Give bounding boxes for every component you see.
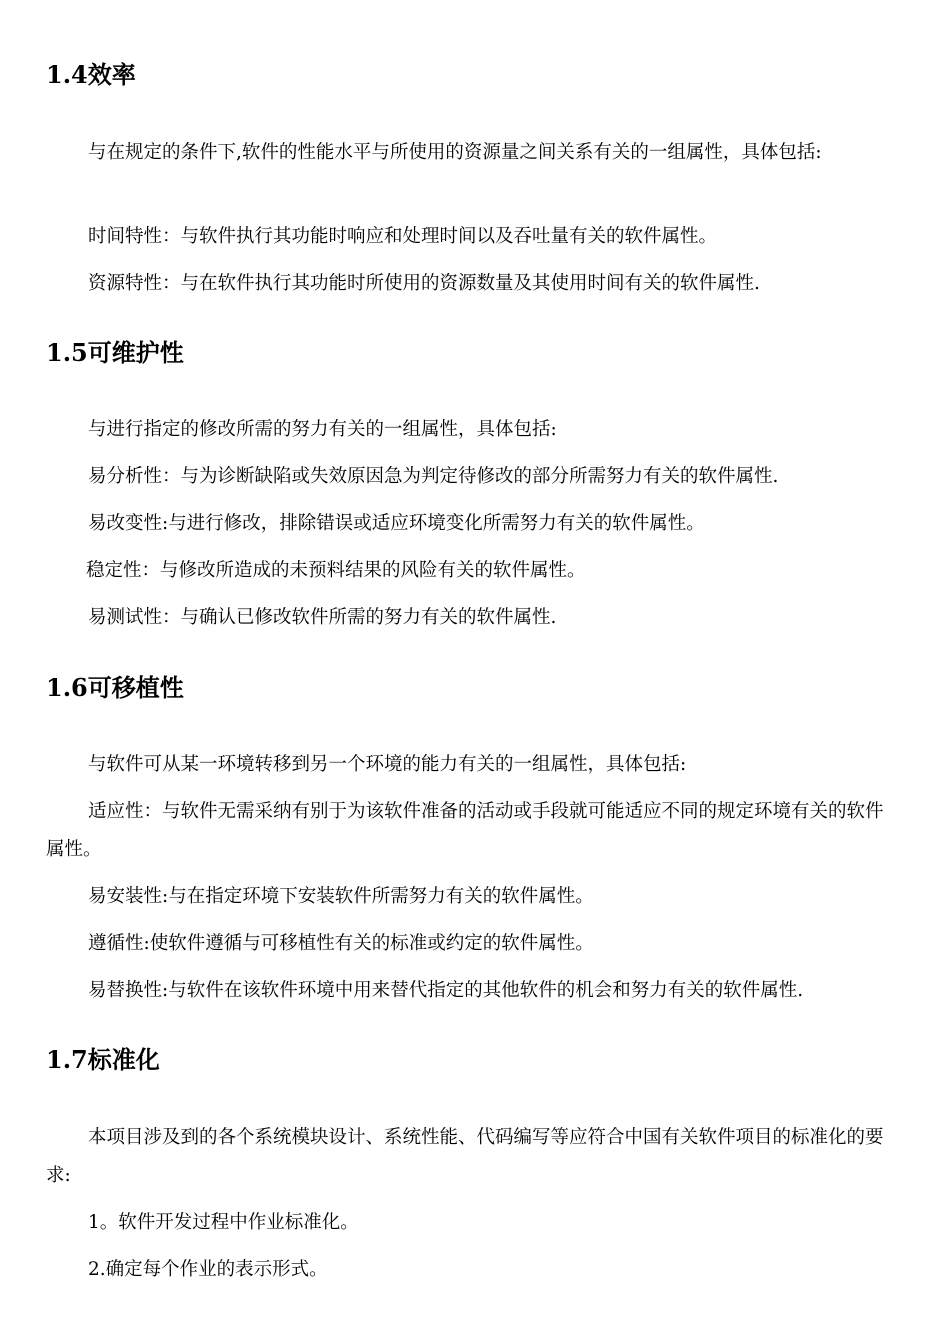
section-intro-standardization: 本项目涉及到的各个系统模块设计、系统性能、代码编写等应符合中国有关软件项目的标准化的要求: (46, 1127, 884, 1186)
section-intro-maintainability: 与进行指定的修改所需的努力有关的一组属性，具体包括: (88, 419, 557, 440)
item-changeability: 易改变性:与进行修改，排除错误或适应环境变化所需努力有关的软件属性。 (88, 513, 705, 534)
section-intro-portability: 与软件可从某一环境转移到另一个环境的能力有关的一组属性，具体包括: (88, 754, 687, 775)
item-testability: 易测试性：与确认已修改软件所需的努力有关的软件属性. (88, 607, 557, 628)
item-adaptability: 适应性：与软件无需采纳有别于为该软件准备的活动或手段就可能适应不同的规定环境有关的软件属性。 (46, 801, 884, 860)
list-item-task-representation: 2.确定每个作业的表示形式。 (88, 1259, 328, 1280)
section-heading-maintainability: 1.5可维护性 (46, 338, 184, 367)
section-intro-efficiency: 与在规定的条件下,软件的性能水平与所使用的资源量之间关系有关的一组属性，具体包括: (88, 142, 822, 163)
section-heading-portability: 1.6可移植性 (46, 673, 184, 702)
item-time-behavior: 时间特性：与软件执行其功能时响应和处理时间以及吞吐量有关的软件属性。 (88, 226, 718, 247)
list-item-standardize-tasks: 1。软件开发过程中作业标准化。 (88, 1212, 359, 1233)
item-conformance: 遵循性:使软件遵循与可移植性有关的标准或约定的软件属性。 (88, 933, 594, 954)
item-stability: 稳定性：与修改所造成的未预料结果的风险有关的软件属性。 (86, 560, 586, 581)
item-resource-behavior: 资源特性：与在软件执行其功能时所使用的资源数量及其使用时间有关的软件属性. (88, 273, 760, 294)
section-heading-efficiency: 1.4效率 (46, 60, 136, 89)
item-analyzability: 易分析性：与为诊断缺陷或失效原因急为判定待修改的部分所需努力有关的软件属性. (88, 466, 779, 487)
item-replaceability: 易替换性:与软件在该软件环境中用来替代指定的其他软件的机会和努力有关的软件属性. (88, 980, 804, 1001)
item-installability: 易安装性:与在指定环境下安装软件所需努力有关的软件属性。 (88, 886, 594, 907)
section-heading-standardization: 1.7标准化 (46, 1045, 160, 1074)
